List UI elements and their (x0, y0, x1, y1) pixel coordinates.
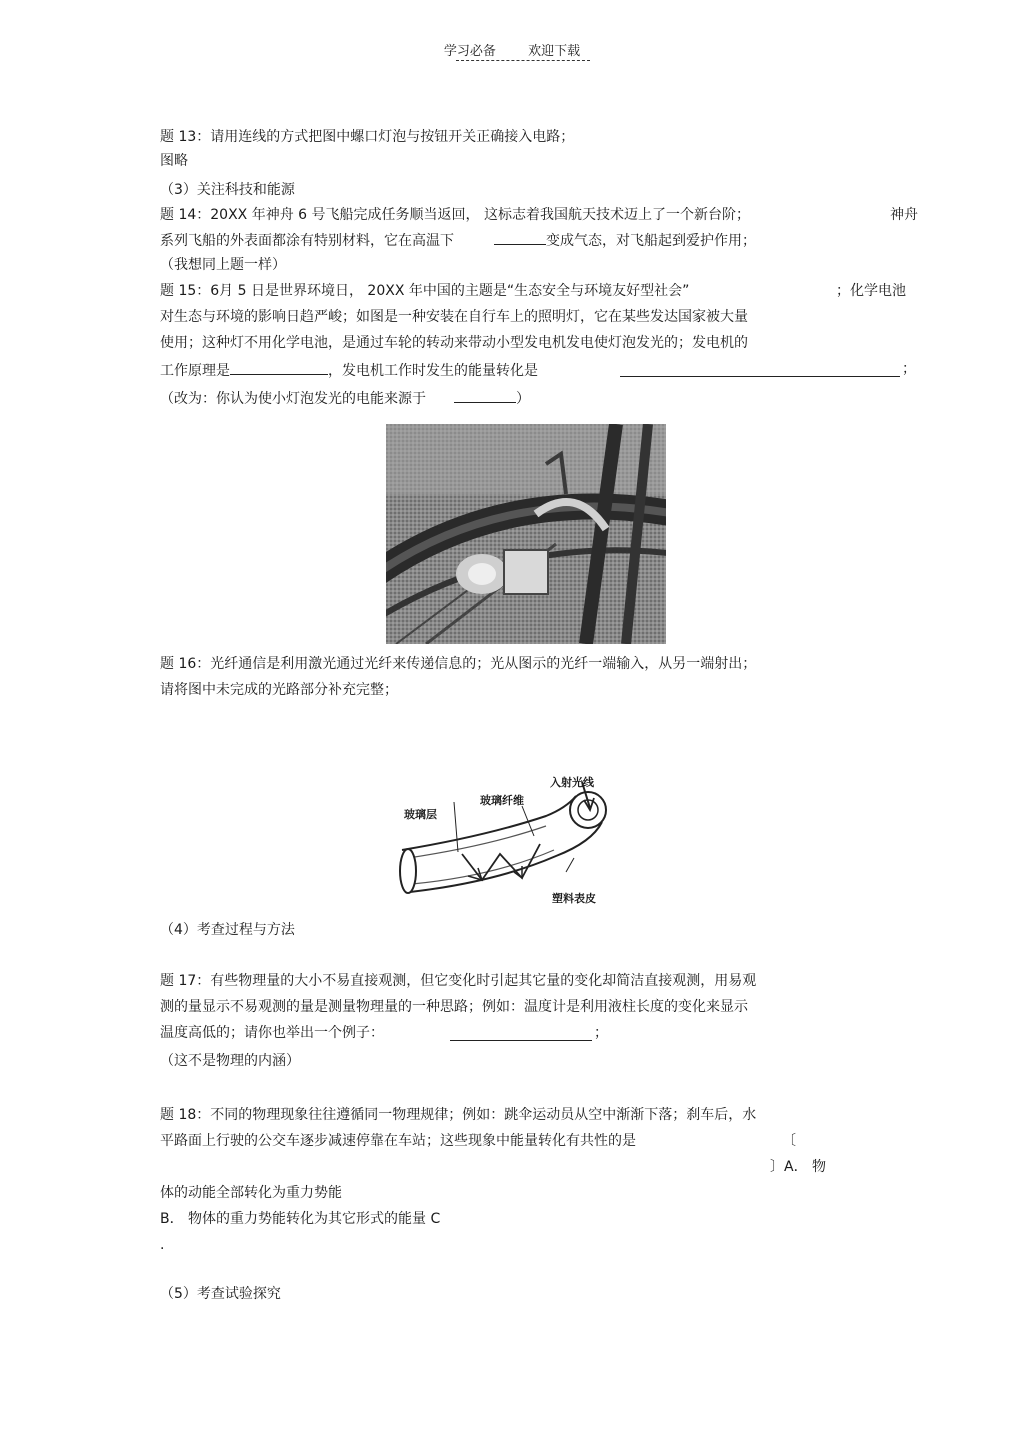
q14-line-a: 题 14：20XX 年神舟 6 号飞船完成任务顺当返回， 这标志着我国航天技术迈上了一个新台阶； (160, 207, 750, 223)
q15-line-a-end: ；化学电池 (836, 283, 906, 299)
q14-answer-blank[interactable] (494, 230, 546, 245)
q16-line-a: 题 16：光纤通信是利用激光通过光纤来传递信息的；光从图示的光纤一端输入，从另一端射出； (160, 656, 757, 672)
q17-answer-blank[interactable] (450, 1024, 592, 1041)
q18-line-c: 〕A． 物 (770, 1159, 827, 1175)
q15-line-b: 对生态与环境的影响日趋严峻；如图是一种安装在自行车上的照明灯，它在某些发达国家被大量 (160, 309, 748, 325)
page-header (0, 40, 1024, 59)
q18-line-e: B． 物体的重力势能转化为其它形式的能量 C (160, 1211, 441, 1227)
q13-text: 题 13：请用连线的方式把图中螺口灯泡与按钮开关正确接入电路； (160, 129, 575, 145)
q17-line-b: 测的量显示不易观测的量是测量物理量的一种思路；例如：温度计是利用液柱长度的变化来显示 (160, 999, 748, 1015)
section-5: （5）考查试验探究 (160, 1286, 281, 1302)
q15-line-c: 使用；这种灯不用化学电池，是通过车轮的转动来带动小型发电机发电使灯泡发光的；发电机的 (160, 335, 748, 351)
q18-line-d: 体的动能全部转化为重力势能 (160, 1185, 342, 1201)
section-4: （4）考查过程与方法 (160, 922, 295, 938)
q17-line-c-end: ； (594, 1025, 608, 1041)
bicycle-lamp-photo (386, 424, 666, 644)
q14-line-a-end: 神舟 (890, 207, 918, 223)
q17-line-c: 温度高低的；请你也举出一个例子： (160, 1025, 384, 1041)
header-rule (456, 60, 590, 61)
q15-note-part1: （改为：你认为使小灯泡发光的电能来源于 (160, 391, 426, 407)
q15-line-a: 题 15：6月 5 日是世界环境日， 20XX 年中国的主题是“生态安全与环境友好型社会” (160, 283, 690, 299)
q17-note: （这不是物理的内涵） (160, 1053, 300, 1069)
q14-b-part1: 系列飞船的外表面都涂有特别材料，它在高温下 (160, 233, 454, 249)
q15-note (160, 388, 530, 408)
q14-note: （我想同上题一样） (160, 257, 286, 273)
label-plastic-skin: 塑料表皮 (552, 892, 596, 905)
q15-note-blank[interactable] (454, 388, 516, 403)
q18-line-a: 题 18：不同的物理现象往往遵循同一物理规律；例如：跳伞运动员从空中渐渐下落；刹车后，水 (160, 1107, 757, 1123)
q15-blank-energy[interactable] (620, 360, 900, 377)
header-right: 欢迎下载 (528, 44, 581, 59)
optical-fiber-figure (396, 772, 626, 912)
q15-d-part1: 工作原理是 (160, 363, 230, 379)
label-glass-layer: 玻璃层 (404, 808, 437, 821)
label-glass-fiber: 玻璃纤维 (480, 794, 524, 807)
q15-blank-principle[interactable] (230, 360, 328, 375)
q18-line-f: . (160, 1237, 165, 1253)
bicycle-lamp-illustration (386, 424, 666, 644)
section-3: （3）关注科技和能源 (160, 182, 295, 198)
q18-bracket-open: 〔 (782, 1133, 796, 1149)
label-incident-light: 入射光线 (550, 776, 594, 789)
q17-line-a: 题 17：有些物理量的大小不易直接观测，但它变化时引起其它量的变化却简洁直接观测，用易观 (160, 973, 757, 989)
q16-line-b: 请将图中未完成的光路部分补充完整； (160, 682, 398, 698)
q13-note: 图略 (160, 153, 188, 169)
q14-b-part2: 变成气态，对飞船起到爱护作用； (546, 233, 756, 249)
q18-line-b: 平路面上行驶的公交车逐步减速停靠在车站；这些现象中能量转化有共性的是 (160, 1133, 636, 1149)
q14-line-b (160, 230, 756, 250)
header-left: 学习必备 (443, 44, 496, 59)
q15-note-part2: ） (516, 391, 530, 407)
q15-line-d (160, 360, 538, 380)
q15-d-part2: ，发电机工作时发生的能量转化是 (328, 363, 538, 379)
q15-line-d-end: ； (902, 361, 916, 377)
